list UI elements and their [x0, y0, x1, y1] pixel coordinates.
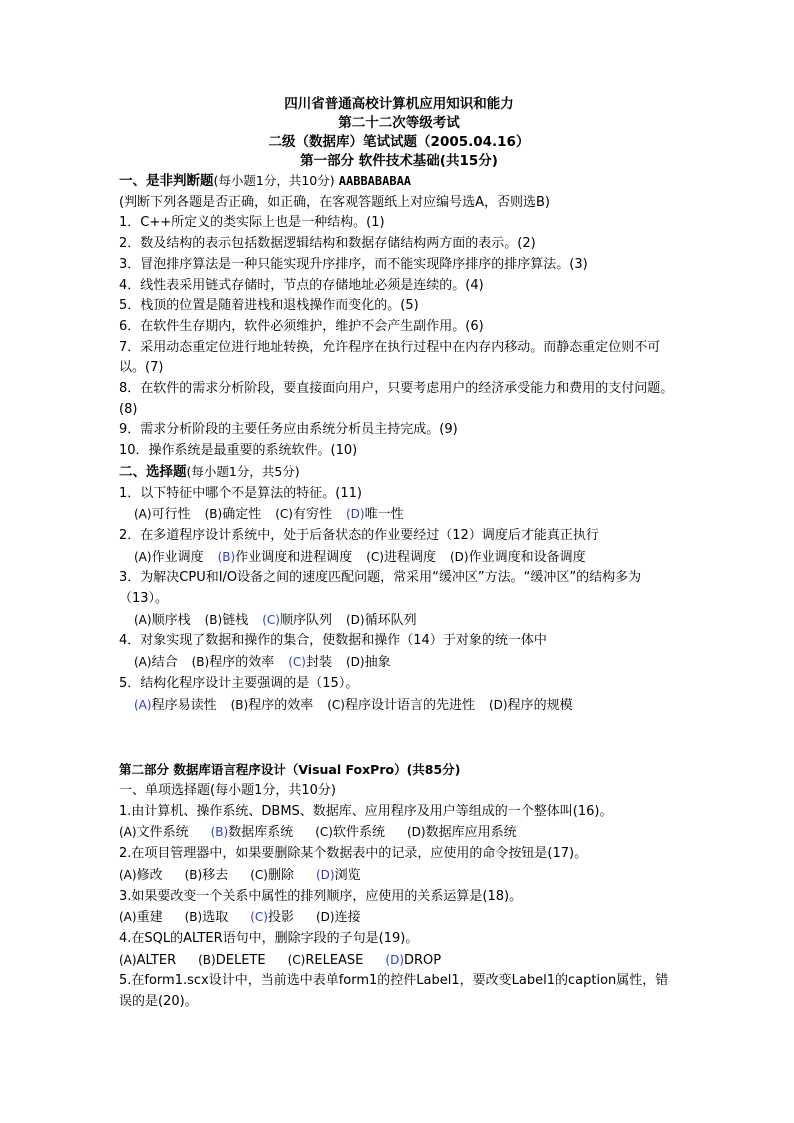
option-text: 删除	[267, 867, 294, 883]
option-text: 作业调度和进程调度	[235, 549, 353, 565]
option-row	[119, 950, 679, 972]
option-text: 投影	[267, 910, 294, 926]
section-true-false-heading	[119, 171, 679, 193]
option-row	[119, 547, 679, 569]
option-letter: (B)	[191, 655, 210, 670]
answer-option	[119, 822, 189, 844]
option-letter: (B)	[184, 867, 203, 882]
question-stem: 5.在form1.scx设计中，当前选中表单form1的控件Label1，要改变Label1的caption属性，错误的是(20)。	[119, 973, 669, 1010]
option-letter: (C)	[287, 952, 306, 967]
answer-option	[134, 547, 204, 569]
answer-option	[288, 652, 332, 674]
answer-option	[205, 610, 249, 632]
answer-option	[192, 652, 275, 674]
answer-option	[250, 907, 294, 929]
title-line-2: 第二十二次等级考试	[338, 115, 460, 131]
answer-option	[366, 547, 436, 569]
option-letter: (B)	[217, 549, 236, 564]
answer-option	[198, 950, 265, 972]
option-text: ALTER	[136, 952, 177, 968]
option-row	[119, 610, 679, 632]
option-letter: (B)	[204, 507, 223, 522]
question-item: 10．操作系统是最重要的系统软件。(10)	[119, 443, 358, 459]
option-text: 封装	[305, 655, 332, 671]
option-text: 移去	[202, 867, 229, 883]
option-text: 链栈	[222, 612, 249, 628]
answer-option	[327, 695, 475, 717]
option-letter: (D)	[385, 952, 404, 967]
answer-option	[134, 695, 217, 717]
option-text: 文件系统	[136, 825, 189, 841]
answer-option	[185, 865, 229, 887]
option-letter: (C)	[275, 507, 293, 522]
title-line-4: 第一部分 软件技术基础(共15分)	[300, 153, 498, 169]
option-text: 有穷性	[292, 507, 332, 523]
option-text: 程序的效率	[209, 655, 275, 671]
option-text: 数据库应用系统	[425, 825, 517, 841]
option-letter: (C)	[288, 655, 306, 670]
option-letter: (D)	[406, 825, 426, 840]
answer-option	[134, 652, 178, 674]
question-stem: 3．为解决CPU和I/O设备之间的速度匹配问题，常采用“缓冲区”方法。“缓冲区”的结构多为（13）。	[119, 570, 642, 607]
answer-key: AABBABABAA	[338, 174, 412, 188]
answer-option	[262, 610, 332, 632]
option-text: 重建	[136, 910, 163, 926]
answer-option	[315, 822, 385, 844]
question-stem: 2．在多道程序设计系统中，处于后备状态的作业要经过（12）调度后才能真正执行	[119, 527, 599, 543]
answer-option	[288, 950, 364, 972]
option-letter: (A)	[119, 867, 137, 882]
answer-option	[119, 907, 163, 929]
option-letter: (C)	[250, 910, 268, 925]
section-note: (每小题1分，共10分)	[213, 173, 335, 188]
answer-option	[211, 822, 294, 844]
section-heading: 二、选择题	[119, 463, 187, 480]
option-text: 程序的规模	[507, 697, 573, 713]
question-stem: 4.在SQL的ALTER语句中，删除字段的子句是(19)。	[119, 930, 419, 946]
option-text: 抽象	[364, 655, 391, 671]
exam-page	[119, 95, 679, 1013]
option-letter: (B)	[210, 825, 229, 840]
option-text: 可行性	[151, 507, 191, 523]
answer-option	[346, 652, 391, 674]
option-text: 数据库系统	[228, 825, 294, 841]
option-text: 程序设计语言的先进性	[344, 697, 475, 713]
question-stem: 1．以下特征中哪个不是算法的特征。(11)	[119, 485, 362, 501]
option-letter: (C)	[315, 825, 333, 840]
option-text: 软件系统	[332, 825, 385, 841]
option-text: RELEASE	[305, 952, 364, 968]
option-letter: (D)	[345, 612, 365, 627]
answer-option	[231, 695, 314, 717]
question-item: 5．栈顶的位置是随着进栈和退栈操作而变化的。(5)	[119, 298, 419, 314]
answer-option	[407, 822, 517, 844]
question-stem: 2.在项目管理器中，如果要删除某个数据表中的记录，应使用的命令按钮是(17)。	[119, 846, 588, 862]
option-text: 确定性	[222, 507, 262, 523]
question-item: 7．采用动态重定位进行地址转换，允许程序在执行过程中在内存内移动。而静态重定位则不可以。(7)	[119, 339, 661, 376]
option-letter: (A)	[119, 825, 137, 840]
option-text: 修改	[136, 867, 163, 883]
instruction: (判断下列各题是否正确，如正确，在客观答题纸上对应编号选A，否则选B)	[119, 194, 550, 210]
option-text: 连接	[334, 910, 361, 926]
option-text: 浏览	[334, 867, 361, 883]
option-text: 选取	[202, 910, 229, 926]
answer-option	[275, 504, 332, 526]
question-item: 4．线性表采用链式存储时，节点的存储地址必须是连续的。(4)	[119, 277, 484, 293]
question-stem: 4．对象实现了数据和操作的集合，使数据和操作（14）于对象的统一体中	[119, 633, 547, 649]
question-item: 9．需求分析阶段的主要任务应由系统分析员主持完成。(9)	[119, 422, 458, 438]
option-letter: (D)	[345, 655, 365, 670]
option-text: 作业调度	[151, 549, 204, 565]
question-stem: 1.由计算机、操作系统、DBMS、数据库、应用程序及用户等组成的一个整体叫(16)。	[119, 803, 613, 819]
option-row	[119, 652, 679, 674]
answer-option	[346, 610, 417, 632]
option-text: 结合	[151, 655, 178, 671]
option-letter: (B)	[230, 697, 249, 712]
section-note: (每小题1分，共5分)	[186, 463, 300, 479]
option-text: DROP	[404, 952, 442, 968]
answer-option	[119, 950, 176, 972]
question-item: 1．C++所定义的类实际上也是一种结构。(1)	[119, 215, 385, 231]
option-letter: (A)	[134, 612, 152, 627]
option-text: 唯一性	[364, 507, 404, 523]
answer-option	[385, 950, 441, 972]
part2-heading: 第二部分 数据库语言程序设计（Visual FoxPro）(共85分)	[119, 762, 461, 778]
option-letter: (B)	[184, 910, 203, 925]
option-letter: (C)	[327, 697, 345, 712]
option-text: 顺序队列	[279, 612, 332, 628]
answer-option	[185, 907, 229, 929]
question-stem: 5．结构化程序设计主要强调的是（15）。	[119, 675, 359, 691]
title-line-3: 二级（数据库）笔试试题（2005.04.16）	[268, 134, 530, 150]
option-letter: (A)	[134, 549, 152, 564]
answer-option	[119, 865, 163, 887]
answer-option	[489, 695, 573, 717]
section-choice-heading	[119, 462, 679, 484]
option-row	[119, 865, 679, 887]
answer-option	[250, 865, 294, 887]
option-letter: (B)	[198, 952, 216, 967]
question-item: 6．在软件生存期内，软件必须维护，维护不会产生副作用。(6)	[119, 318, 484, 334]
question-stem: 3.如果要改变一个关系中属性的排列顺序，应使用的关系运算是(18)。	[119, 888, 523, 904]
option-text: 作业调度和设备调度	[468, 549, 586, 565]
option-text: 程序易读性	[151, 697, 217, 713]
section-heading: 一、是非判断题	[119, 173, 214, 189]
option-text: 程序的效率	[248, 697, 314, 713]
question-item: 3．冒泡排序算法是一种只能实现升序排序，而不能实现降序排序的排序算法。(3)	[119, 256, 588, 272]
option-letter: (A)	[119, 952, 137, 967]
option-letter: (A)	[119, 910, 137, 925]
question-item: 2．数及结构的表示包括数据逻辑结构和数据存储结构两方面的表示。(2)	[119, 236, 536, 252]
choice-question-list	[119, 802, 679, 1013]
option-letter: (A)	[134, 697, 152, 712]
question-item: 8．在软件的需求分析阶段，要直接面向用户，只要考虑用户的经济承受能力和费用的支付问题。(8)	[119, 381, 674, 417]
option-letter: (C)	[250, 867, 268, 882]
answer-option	[346, 504, 404, 526]
option-letter: (D)	[345, 507, 365, 522]
answer-option	[218, 547, 353, 569]
option-letter: (C)	[262, 612, 280, 627]
option-letter: (C)	[366, 549, 384, 564]
answer-option	[134, 610, 191, 632]
option-row	[119, 822, 679, 844]
answer-option	[316, 865, 361, 887]
answer-option	[316, 907, 361, 929]
option-letter: (D)	[315, 910, 335, 925]
option-letter: (B)	[204, 612, 223, 627]
option-row	[119, 695, 679, 717]
option-letter: (D)	[315, 867, 335, 882]
option-letter: (D)	[488, 697, 508, 712]
choice-question-list	[119, 484, 679, 717]
option-row	[119, 504, 679, 526]
title-line-1: 四川省普通高校计算机应用知识和能力	[284, 96, 514, 112]
spacer	[119, 716, 679, 760]
option-text: DELETE	[215, 952, 266, 968]
answer-option	[450, 547, 586, 569]
option-text: 进程调度	[383, 549, 436, 565]
option-letter: (A)	[134, 507, 152, 522]
option-row	[119, 907, 679, 929]
option-letter: (D)	[449, 549, 469, 564]
answer-option	[205, 504, 262, 526]
part2-section-heading: 一、单项选择题(每小题1分，共10分)	[119, 782, 336, 798]
option-text: 顺序栈	[151, 612, 191, 628]
option-letter: (A)	[134, 655, 152, 670]
answer-option	[134, 504, 191, 526]
option-text: 循环队列	[364, 612, 417, 628]
